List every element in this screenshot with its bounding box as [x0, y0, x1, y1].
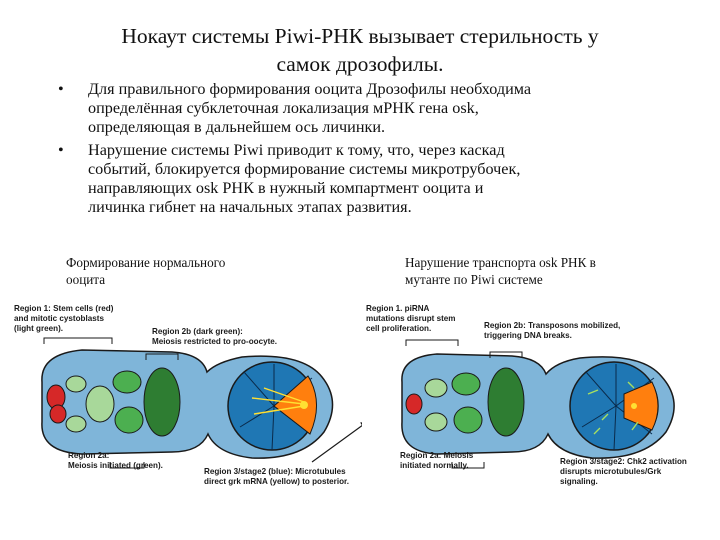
slide-title — [40, 22, 680, 78]
cystoblast-light-green — [66, 376, 86, 392]
label-region-1-line-3: cell proliferation. — [366, 324, 432, 333]
bullet-list — [58, 80, 678, 220]
cyst-region-2a — [454, 407, 482, 433]
label-region-1-line-3: (light green). — [14, 324, 64, 333]
cystoblast-light-green — [66, 416, 86, 432]
germarium-normal-svg — [12, 302, 362, 492]
label-region-1-line-1: Region 1: Stem cells (red) — [14, 304, 114, 313]
label-region-3-line-1: Region 3/stage2: Chk2 activation — [560, 457, 687, 466]
bullet-1-line-1: Для правильного формирования ооцита Дрозофилы необходима — [88, 80, 532, 98]
caption-mutant-transport — [405, 254, 645, 288]
diagram-mutant-germarium — [362, 302, 707, 492]
stem-cell-red — [406, 394, 422, 414]
bullet-marker: • — [58, 80, 64, 98]
label-region-2a-line-2: initiated normally. — [400, 461, 469, 470]
caption-left-line-1: Формирование нормального — [66, 255, 226, 270]
cyst-region-2b — [144, 368, 180, 436]
stem-cell-red — [50, 405, 66, 423]
bullet-2-line-4: личинка гибнет на начальных этапах развития. — [88, 198, 412, 217]
bullet-2-line-3: направляющих osk РНК в нужный компартмент ооцита и — [88, 179, 484, 198]
diagram-normal-germarium — [12, 302, 362, 492]
cystoblast-light-green — [425, 379, 447, 397]
caption-right-line-2: мутанте по Piwi системе — [405, 272, 543, 287]
label-region-3-line-2: direct grk mRNA (yellow) to posterior. — [204, 477, 349, 486]
bullet-1-line-3: определяющая в дальнейшем ось личинки. — [88, 118, 386, 137]
cyst-region-2a — [113, 371, 141, 393]
bullet-item-2 — [58, 141, 678, 218]
bullet-item-1 — [58, 80, 678, 138]
label-region-3-line-2: disrupts microtubules/Grk — [560, 467, 662, 476]
label-region-2b-line-1: Region 2b (dark green): — [152, 327, 243, 336]
grk-mrna-spot — [300, 401, 308, 409]
cyst-region-2a — [452, 373, 480, 395]
caption-normal-oocyte — [66, 254, 286, 288]
label-region-2a-line-1: Region 2a: — [68, 451, 110, 460]
bracket-region-1 — [44, 338, 112, 344]
bullet-marker: • — [58, 140, 64, 159]
mislocalized-mrna — [631, 403, 637, 409]
label-region-2b-line-1: Region 2b: Transposons mobilized, — [484, 321, 621, 330]
label-region-1-line-1: Region 1. piRNA — [366, 304, 430, 313]
label-region-2b-line-2: triggering DNA breaks. — [484, 331, 572, 340]
label-region-2a-line-1: Region 2a: Meiosis — [400, 451, 474, 460]
cyst-region-2a — [115, 407, 143, 433]
bullet-2-line-1: Нарушение системы Piwi приводит к тому, что, через каскад — [88, 140, 505, 159]
label-region-2a-line-2: Meiosis initiated (green). — [68, 461, 163, 470]
label-region-2b-line-2: Meiosis restricted to pro-oocyte. — [152, 337, 278, 346]
caption-left-line-2: ооцита — [66, 272, 106, 287]
cystoblast-light-green — [425, 413, 447, 431]
cyst-region-2b — [488, 368, 524, 436]
label-region-1-line-2: mutations disrupt stem — [366, 314, 456, 323]
caption-right-line-1: Нарушение транспорта osk РНК в — [405, 255, 596, 270]
bracket-region-1 — [406, 340, 458, 346]
germarium-mutant-svg — [362, 302, 707, 492]
cystoblast-light-green — [86, 386, 114, 422]
bullet-1-line-2: определённая субклеточная локализация мРНК гена osk, — [88, 99, 479, 118]
bullet-2-line-2: событий, блокируется формирование системы микротрубочек, — [88, 159, 521, 178]
label-region-3-line-3: signaling. — [560, 477, 598, 486]
title-line-1: Нокаут системы Piwi-РНК вызывает стерильность у — [121, 24, 599, 48]
title-line-2: самок дрозофилы. — [276, 52, 444, 76]
label-region-3-line-1: Region 3/stage2 (blue): Microtubules — [204, 467, 346, 476]
label-region-1-line-2: and mitotic cystoblasts — [14, 314, 104, 323]
